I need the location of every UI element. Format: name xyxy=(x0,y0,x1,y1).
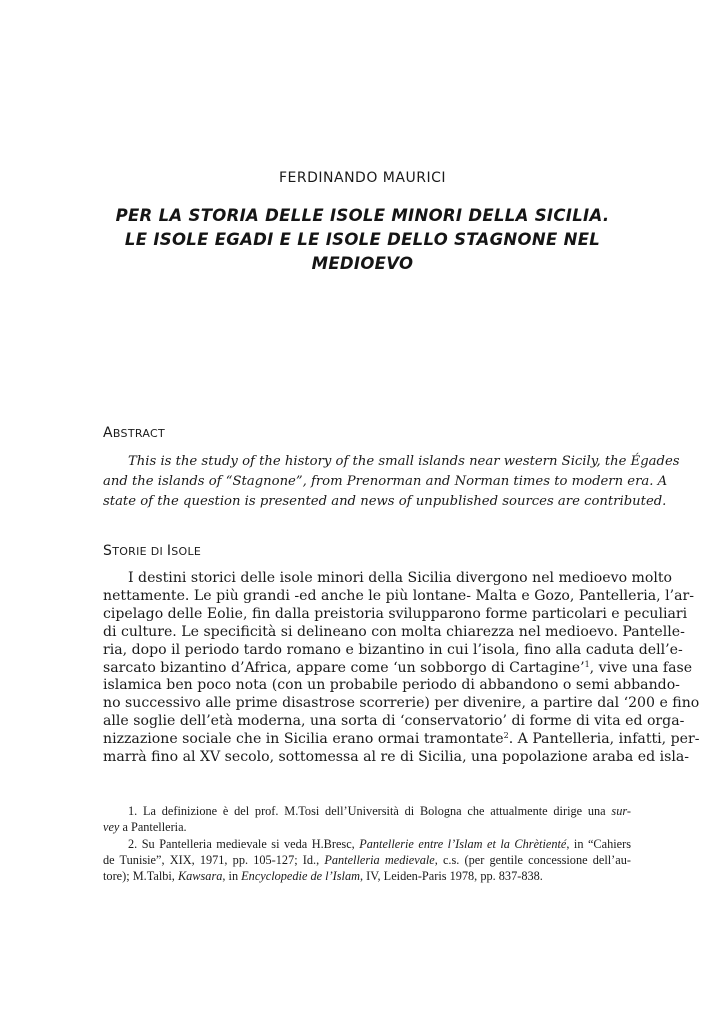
body-text: sarcato bizantino d’Africa, appare come ‘un sobborgo di Cartagine’ xyxy=(103,659,585,676)
body-line: ria, dopo il periodo tardo romano e bizantino in cui l’isola, fino alla caduta dell’e- xyxy=(103,641,683,658)
body-line: nettamente. Le più grandi -ed anche le più lontane- Malta e Gozo, Pantelleria, l’ar- xyxy=(103,587,695,604)
body-line: islamica ben poco nota (con un probabile periodo di abbandono o semi abbando- xyxy=(103,677,680,694)
footnote-italic: Pantelleria medievale xyxy=(324,852,435,867)
abstract-line: state of the question is presented and news of unpublished sources are contributed. xyxy=(103,494,667,509)
footnote-text: 1. La definizione è del prof. M.Tosi dell’Università di Bologna che attualmente dirige una xyxy=(128,804,612,818)
footnote-italic: Encyclopedie de l’Islam xyxy=(241,869,360,884)
body-text: . A Pantelleria, infatti, per- xyxy=(508,731,700,748)
body-line xyxy=(103,731,700,749)
heading-initial: I xyxy=(166,543,172,559)
heading-text: BSTRACT xyxy=(112,427,165,440)
footnote-line xyxy=(103,803,631,819)
footnote-text: , IV, Leiden-Paris 1978, pp. 837-838. xyxy=(360,869,543,884)
title-line: PER LA STORIA DELLE ISOLE MINORI DELLA SICILIA. xyxy=(115,206,610,225)
footnote-text: tore); M.Talbi, xyxy=(103,869,178,884)
title-line: LE ISOLE EGADI E LE ISOLE DELLO STAGNONE NEL xyxy=(124,230,601,249)
footnote-line xyxy=(103,868,631,884)
footnote-italic: Kawsara xyxy=(177,869,223,884)
footnote-line xyxy=(103,819,631,835)
abstract-heading xyxy=(103,425,165,441)
footnote-text: , c.s. (per gentile concessione dell’au- xyxy=(434,852,631,867)
heading-initial: A xyxy=(103,425,113,441)
title-line: MEDIOEVO xyxy=(311,254,414,273)
footnote-italic: Pantellerie entre l’Islam et la Chrètienté xyxy=(359,836,567,851)
abstract-text xyxy=(103,452,680,512)
footnote-text: de Tunisie”, XIX, 1971, pp. 105-127; Id., xyxy=(103,852,325,867)
footnote-text: a Pantelleria. xyxy=(119,820,187,835)
footnote-text: 2. Su Pantelleria medievale si veda H.Bresc, xyxy=(128,836,360,851)
abstract-line: and the islands of “Stagnone”, from Prenorman and Norman times to modern era. A xyxy=(103,474,668,489)
footnotes xyxy=(103,803,631,884)
footnote-text: , in xyxy=(222,869,242,884)
body-text: nizzazione sociale che in Sicilia erano ormai tramontate xyxy=(103,731,504,748)
footnote-italic: sur- xyxy=(611,804,631,818)
body-line: di culture. Le specificità si delineano con molta chiarezza nel medioevo. Pantelle- xyxy=(103,623,685,640)
abstract-line: This is the study of the history of the small islands near western Sicily, the Égades xyxy=(128,454,680,469)
body-text: , vive una fase xyxy=(589,659,693,676)
article-title xyxy=(110,204,615,276)
heading-initial: S xyxy=(103,543,113,559)
heading-text: SOLE xyxy=(171,545,202,558)
body-line: marrà fino al XV secolo, sottomessa al re di Sicilia, una popolazione araba ed isla- xyxy=(103,749,690,766)
footnote-text: , in “Cahiers xyxy=(566,836,631,851)
heading-text: TORIE DI xyxy=(112,545,167,558)
footnote-ref[interactable]: 2 xyxy=(503,731,509,741)
body-paragraph xyxy=(103,570,700,767)
footnote-ref[interactable]: 1 xyxy=(584,659,590,669)
body-line xyxy=(103,659,693,678)
body-line: alle soglie dell’età moderna, una sorta di ‘conservatorio’ di forme di vita ed orga- xyxy=(103,713,685,730)
body-line: cipelago delle Eolie, fin dalla preistoria svilupparono forme particolari e peculiari xyxy=(103,605,688,622)
footnote-line xyxy=(103,852,631,868)
body-line: no successivo alle prime disastrose scorrerie) per divenire, a partire dal ‘200 e fino xyxy=(103,695,700,712)
section-heading xyxy=(103,543,201,559)
body-line: I destini storici delle isole minori della Sicilia divergono nel medioevo molto xyxy=(128,570,673,586)
footnote-line xyxy=(103,836,631,852)
footnote-italic: vey xyxy=(103,820,120,835)
author-name: FERDINANDO MAURICI xyxy=(279,170,446,186)
